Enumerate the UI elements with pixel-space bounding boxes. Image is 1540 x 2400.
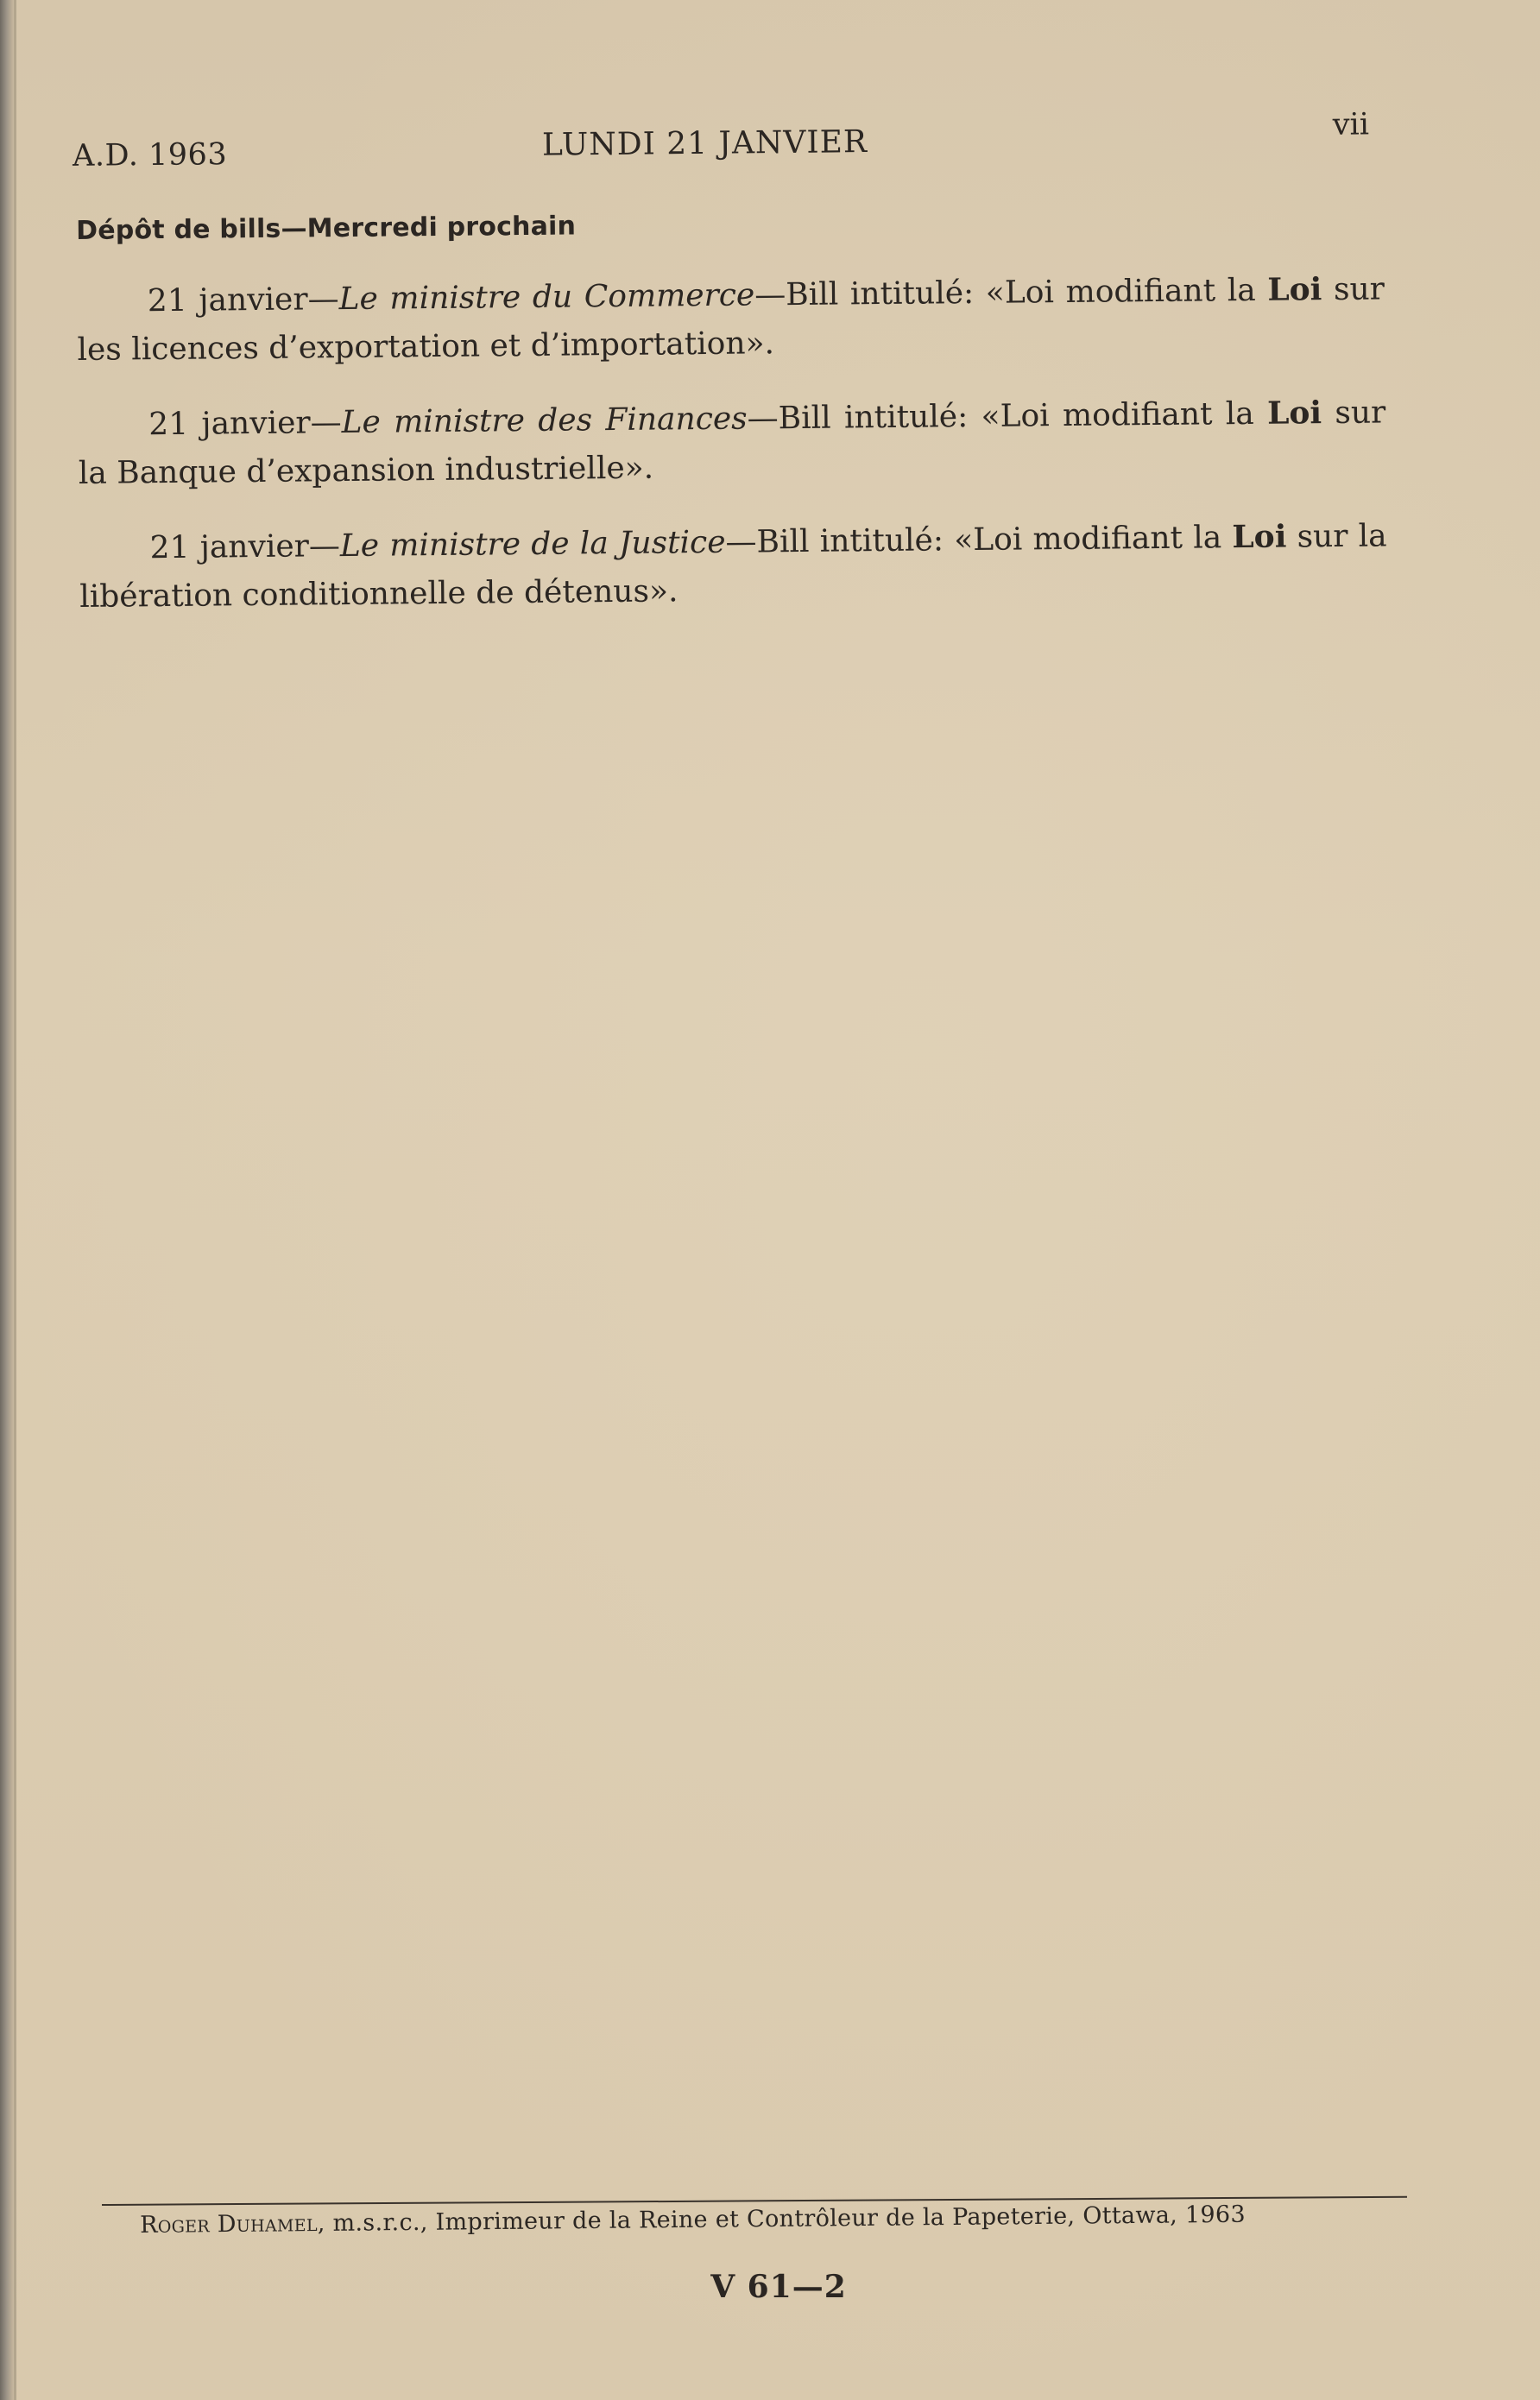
entry-bill-rest: sur la libération conditionnelle de détenus». (79, 518, 1387, 615)
entry-date: 21 janvier— (148, 405, 342, 443)
entry-loi: Loi (1232, 518, 1287, 556)
bill-entry (78, 388, 1386, 498)
main-content (76, 203, 1388, 647)
imprint-text: , m.s.r.c., Imprimeur de la Reine et Contrôleur de la Papeterie, Ottawa, 1963 (317, 2201, 1247, 2238)
bill-entry (77, 264, 1385, 375)
entry-minister: Le ministre de la Justice (339, 524, 726, 565)
entry-bill-prefix: —Bill intitulé: «Loi modifiant la (747, 395, 1268, 437)
running-head-date: LUNDI 21 JANVIER (541, 124, 868, 163)
entry-date: 21 janvier— (147, 281, 339, 319)
printer-imprint (140, 2200, 1383, 2239)
entry-loi: Loi (1266, 395, 1322, 432)
page-number: vii (1332, 107, 1370, 142)
entry-minister: Le ministre des Finances (341, 401, 748, 441)
entry-bill-prefix: —Bill intitulé: «Loi modifiant la (725, 520, 1233, 560)
section-heading: Dépôt de bills—Mercredi prochain (76, 211, 577, 246)
printer-name: Roger Duhamel (140, 2210, 318, 2239)
entry-loi: Loi (1267, 271, 1322, 308)
bill-entry (79, 511, 1387, 622)
entry-date: 21 janvier— (149, 528, 341, 566)
signature-mark (0, 2269, 1540, 2305)
signature-text: V 61—2 (710, 2269, 847, 2305)
entry-minister: Le ministre du Commerce (338, 277, 755, 318)
binding-edge (0, 0, 14, 2400)
entry-bill-rest: sur les licences d’exportation et d’importation». (77, 271, 1385, 368)
running-head-year: A.D. 1963 (72, 137, 228, 174)
entry-bill-rest: sur la Banque d’expansion industrielle». (78, 395, 1386, 491)
binding-shadow (14, 0, 16, 2400)
entry-bill-prefix: —Bill intitulé: «Loi modifiant la (754, 272, 1268, 313)
running-head (0, 107, 1540, 180)
